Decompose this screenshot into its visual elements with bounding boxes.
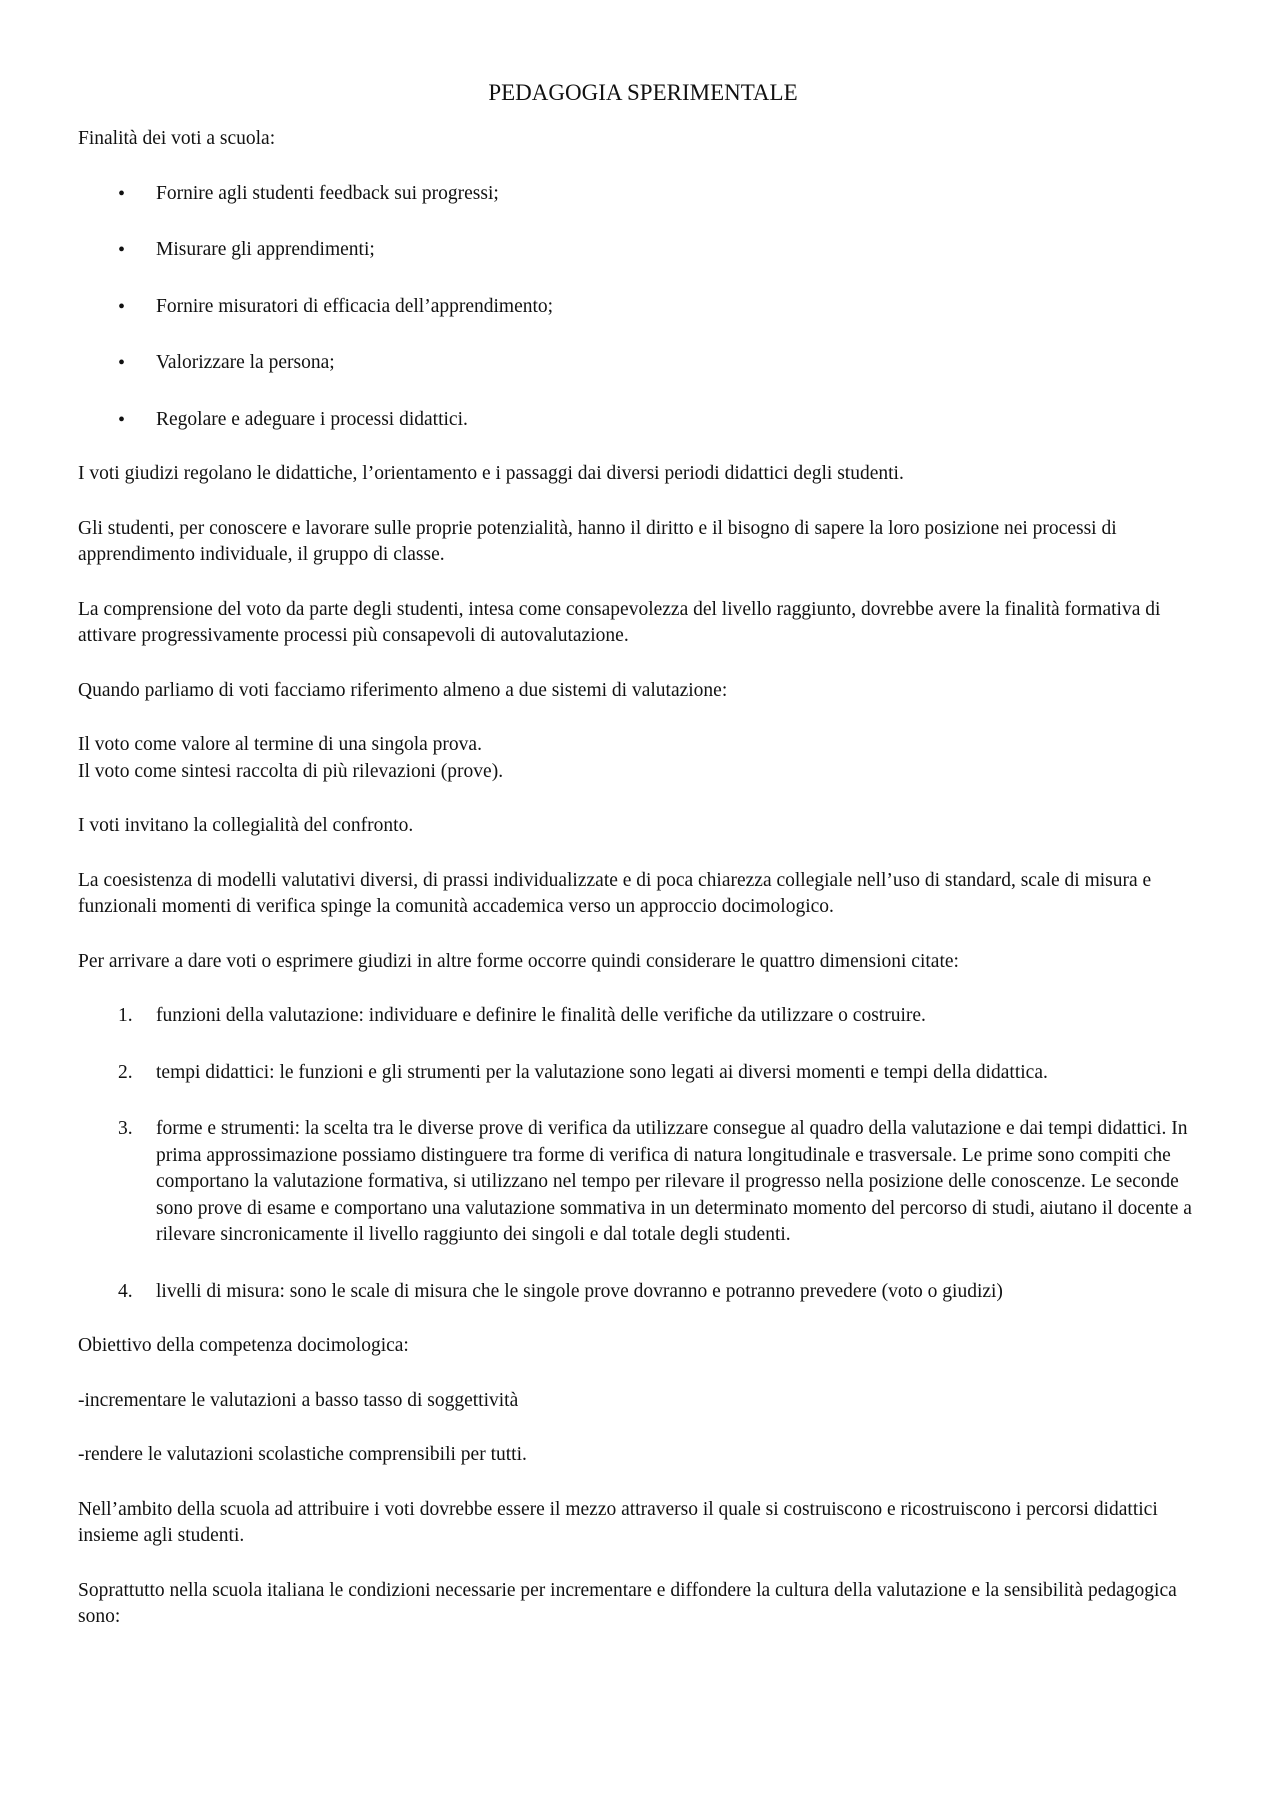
bullet-icon: • <box>118 408 126 431</box>
bullet-icon: • <box>118 239 126 261</box>
list-item-text: forme e strumenti: la scelta tra le diverse prove di verifica da utilizzare consegue al quadro della valutazione e dai tempi didattici. In prima approssimazione possiamo distinguere tra forme di verifica di natura longitudinale e trasversale. Le prime sono compiti che comportano la valutazione formativa, si utilizzano nel tempo per rilevare il progresso nella posizione delle conoscenze. Le seconde sono prove di esame e comportano una valutazione sommativa in un determinato momento del percorso di studi, aiutano il docente a rilevare sincronicamente il livello raggiunto dei singoli e dal totale degli studenti. <box>156 1118 1192 1245</box>
list-item <box>78 294 1208 321</box>
paragraph: I voti giudizi regolano le didattiche, l’orientamento e i passaggi dai diversi periodi didattici degli studenti. <box>78 463 904 484</box>
list-item-text: livelli di misura: sono le scale di misura che le singole prove dovranno e potranno prevedere (voto o giudizi) <box>156 1280 1003 1302</box>
paragraph: Nell’ambito della scuola ad attribuire i voti dovrebbe essere il mezzo attraverso il quale si costruiscono e ricostruiscono i percorsi didattici insieme agli studenti. <box>78 1498 1158 1546</box>
list-item <box>78 1003 1208 1030</box>
system-line: Il voto come sintesi raccolta di più rilevazioni (prove). <box>78 760 504 782</box>
list-item <box>78 181 1208 208</box>
list-item-text: funzioni della valutazione: individuare e definire le finalità delle verifiche da utilizzare o costruire. <box>156 1005 926 1026</box>
list-item-text: Valorizzare la persona; <box>156 352 335 373</box>
list-item-text: Fornire misuratori di efficacia dell’apprendimento; <box>156 295 554 317</box>
paragraph: Soprattutto nella scuola italiana le condizioni necessarie per incrementare e diffondere la cultura della valutazione e la sensibilità pedagogica sono: <box>78 1579 1177 1627</box>
document-title: PEDAGOGIA SPERIMENTALE <box>488 80 798 105</box>
system-line: Il voto come valore al termine di una singola prova. <box>78 734 482 755</box>
list-number: 3. <box>118 1118 133 1139</box>
list-item <box>78 1116 1208 1249</box>
paragraph: -incrementare le valutazioni a basso tasso di soggettività <box>78 1389 519 1411</box>
paragraph: La comprensione del voto da parte degli studenti, intesa come consapevolezza del livello raggiunto, dovrebbe avere la finalità formativa di attivare progressivamente processi più consapevoli di autovalutazione. <box>78 598 1161 646</box>
list-item <box>78 1060 1208 1087</box>
list-item <box>78 237 1208 264</box>
list-item-text: Fornire agli studenti feedback sui progressi; <box>156 182 499 204</box>
paragraph: Gli studenti, per conoscere e lavorare sulle proprie potenzialità, hanno il diritto e il bisogno di sapere la loro posizione nei processi di apprendimento individuale, il gruppo di classe. <box>78 517 1117 565</box>
document-page <box>78 78 1208 1659</box>
list-item-text: Regolare e adeguare i processi didattici. <box>156 408 468 430</box>
list-number: 4. <box>118 1280 133 1302</box>
list-item-text: tempi didattici: le funzioni e gli strumenti per la valutazione sono legati ai diversi momenti e tempi della didattica. <box>156 1061 1048 1083</box>
list-item <box>78 1279 1208 1306</box>
paragraph: La coesistenza di modelli valutativi diversi, di prassi individualizzate e di poca chiarezza collegiale nell’uso di standard, scale di misura e funzionali momenti di verifica spinge la comunità accademica verso un approccio docimologico. <box>78 869 1152 917</box>
list-item <box>78 350 1208 377</box>
paragraph: I voti invitano la collegialità del confronto. <box>78 815 414 836</box>
paragraph: Per arrivare a dare voti o esprimere giudizi in altre forme occorre quindi considerare le quattro dimensioni citate: <box>78 950 959 972</box>
list-item-text: Misurare gli apprendimenti; <box>156 239 375 260</box>
paragraph: Quando parliamo di voti facciamo riferimento almeno a due sistemi di valutazione: <box>78 679 728 701</box>
bullet-icon: • <box>118 295 126 318</box>
purposes-bullet-list <box>78 181 1208 434</box>
list-item <box>78 407 1208 434</box>
bullet-icon: • <box>118 182 126 205</box>
bullet-icon: • <box>118 352 126 374</box>
dimensions-numbered-list <box>78 1003 1208 1305</box>
evaluation-systems <box>78 732 1208 785</box>
list-number: 1. <box>118 1005 133 1026</box>
paragraph: -rendere le valutazioni scolastiche comprensibili per tutti. <box>78 1444 527 1465</box>
paragraph: Obiettivo della competenza docimologica: <box>78 1335 409 1356</box>
intro-paragraph: Finalità dei voti a scuola: <box>78 128 276 149</box>
list-number: 2. <box>118 1061 133 1083</box>
